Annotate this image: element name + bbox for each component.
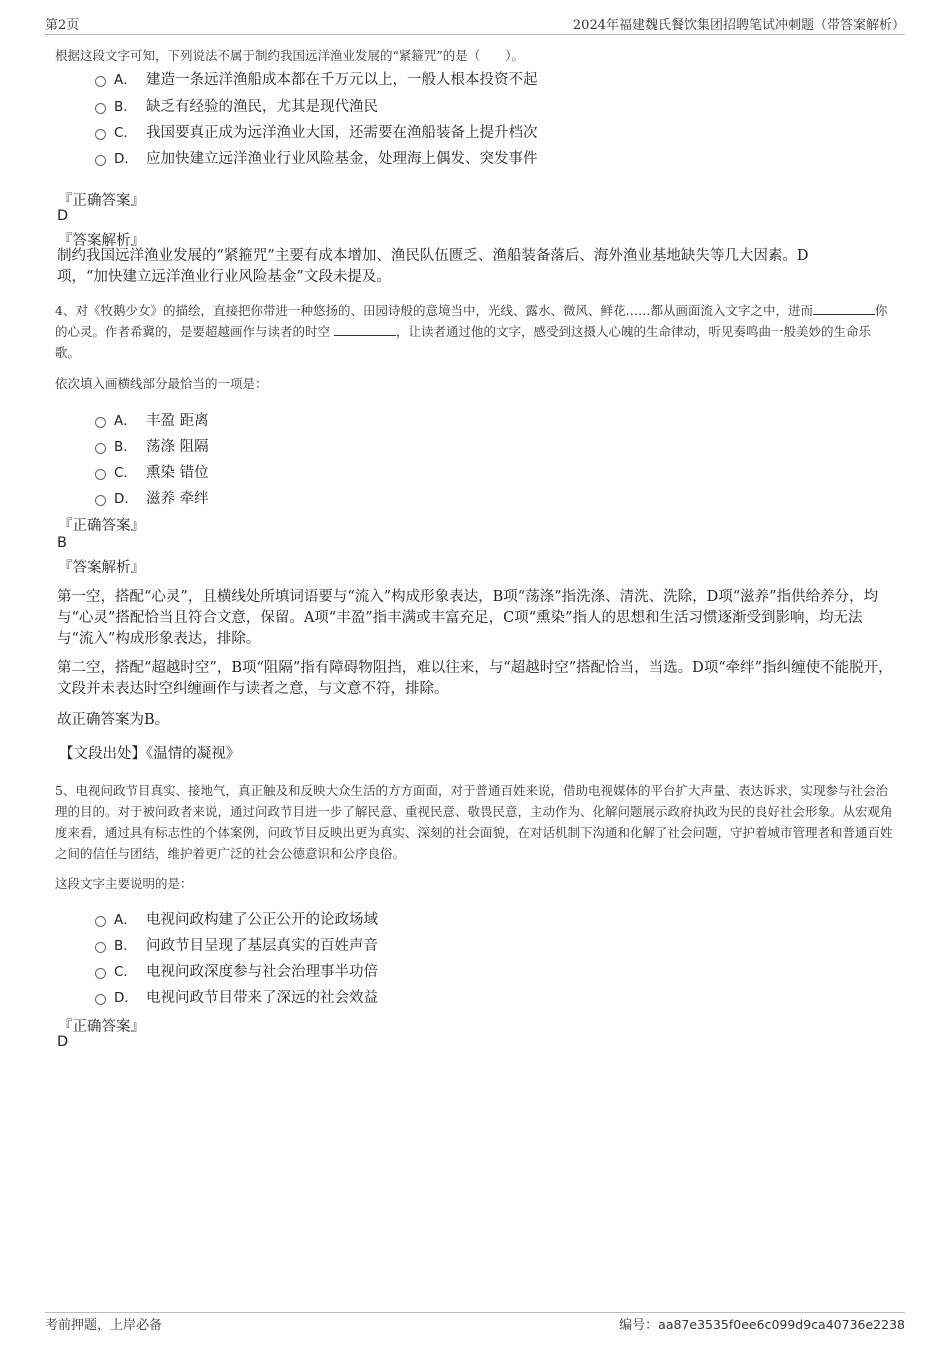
- document-title: 2024年福建魏氏餐饮集团招聘笔试冲刺题（带答案解析）: [572, 18, 905, 33]
- q3-stem: 根据这段文字可知，下列说法不属于制约我国远洋渔业发展的“紧箍咒”的是（ ）。: [55, 48, 525, 63]
- blank-line: [813, 302, 875, 315]
- q5-option-a[interactable]: A． 电视问政构建了公正公开的论政场域: [95, 907, 378, 929]
- blank-line: [334, 323, 396, 336]
- q5-option-c[interactable]: C． 电视问政深度参与社会治理事半功倍: [95, 959, 378, 981]
- page-number: 第2页: [45, 18, 80, 33]
- q5-answer: D: [57, 1034, 69, 1050]
- q4-analysis-paragraph-2: 第二空，搭配“超越时空”，B项“阻隔”指有障碍物阻挡，难以往来，与“超越时空”搭配恰当，当选。D项“牵绊”指纠缠使不能脱开，文段并未表达时空纠缠画作与读者之意，与文意不符，排除。: [57, 660, 893, 697]
- q4-analysis-paragraph-1: 第一空，搭配“心灵”，且横线处所填词语要与“流入”构成形象表达，B项“荡涤”指洗涤、清洗、洗除，D项“滋养”指供给养分，均与“心灵”搭配恰当且符合文意，保留。A项“丰盈”指丰满或丰富充足，C项“熏染”指人的思想和生活习惯逐渐受到影响，均无法与“流入”构成形象表达，排除。: [57, 589, 879, 647]
- footer-code: 编号：aa87e3535f0ee6c099d9ca40736e2238: [619, 1317, 905, 1333]
- radio-icon[interactable]: [95, 994, 106, 1005]
- radio-icon[interactable]: [95, 155, 106, 166]
- q4-option-a[interactable]: A． 丰盈 距离: [95, 408, 209, 430]
- radio-icon[interactable]: [95, 495, 106, 506]
- radio-icon[interactable]: [95, 916, 106, 927]
- page-header: [45, 14, 905, 35]
- q4-option-d[interactable]: D． 滋养 牵绊: [95, 486, 209, 508]
- radio-icon[interactable]: [95, 469, 106, 480]
- q4-analysis-label: 『答案解析』: [58, 560, 145, 576]
- q4-option-c[interactable]: C． 熏染 错位: [95, 460, 209, 482]
- q4-answer: B: [57, 535, 67, 551]
- footer-slogan: 考前押题，上岸必备: [45, 1318, 163, 1333]
- radio-icon[interactable]: [95, 129, 106, 140]
- radio-icon[interactable]: [95, 103, 106, 114]
- q4-prompt: 依次填入画横线部分最恰当的一项是：: [55, 376, 268, 391]
- radio-icon[interactable]: [95, 942, 106, 953]
- q3-option-b[interactable]: B． 缺乏有经验的渔民，尤其是现代渔民: [95, 94, 378, 116]
- q4-stem: 4、对《牧鹅少女》的描绘，直接把你带进一种悠扬的、田园诗般的意境当中，光线、露水、微风、鲜花……都从画面流入文字之中，进而 你的心灵。作者希冀的，是要超越画作与读者的时空 ，让读者通过他的文字，感受到这摄人心魄的生命律动，听见奏鸣曲一般美妙的生命乐歌。: [55, 303, 888, 360]
- q3-analysis: 制约我国远洋渔业发展的“紧箍咒”主要有成本增加、渔民队伍匮乏、渔船装备落后、海外渔业基地缺失等几大因素。D项，“加快建立远洋渔业行业风险基金”文段未提及。: [57, 248, 809, 285]
- q4-option-b[interactable]: B． 荡涤 阻隔: [95, 434, 209, 456]
- q4-answer-label: 『正确答案』: [58, 518, 145, 534]
- q5-answer-label: 『正确答案』: [58, 1019, 145, 1035]
- radio-icon[interactable]: [95, 417, 106, 428]
- radio-icon[interactable]: [95, 968, 106, 979]
- q3-answer-label: 『正确答案』: [58, 193, 145, 209]
- q5-stem: 5、电视问政节目真实、接地气，真正触及和反映大众生活的方方面面，对于普通百姓来说，借助电视媒体的平台扩大声量、表达诉求，实现参与社会治理的目的。对于被问政者来说，通过问政节目进一步了解民意、重视民意、敬畏民意，主动作为、化解问题展示政府执政为民的良好社会形象。从宏观角度来看，通过具有标志性的个体案例，问政节目反映出更为真实、深刻的社会面貌，在对话机制下沟通和化解了社会问题，守护着城市管理者和普通百姓之间的信任与团结，维护着更广泛的社会公德意识和公序良俗。: [55, 783, 893, 861]
- q3-answer: D: [57, 208, 69, 224]
- radio-icon[interactable]: [95, 443, 106, 454]
- footer-divider: [45, 1312, 905, 1313]
- q3-option-c[interactable]: C． 我国要真正成为远洋渔业大国，还需要在渔船装备上提升档次: [95, 120, 538, 142]
- q4-analysis-paragraph-3: 故正确答案为B。: [57, 712, 170, 728]
- q5-option-d[interactable]: D． 电视问政节目带来了深远的社会效益: [95, 985, 378, 1007]
- q4-source: 【文段出处】《温情的凝视》: [59, 746, 241, 762]
- radio-icon[interactable]: [95, 76, 106, 87]
- q3-option-a[interactable]: A． 建造一条远洋渔船成本都在千万元以上，一般人根本投资不起: [95, 67, 538, 89]
- q3-analysis-label: 『答案解析』: [58, 233, 145, 249]
- q3-option-d[interactable]: D． 应加快建立远洋渔业行业风险基金，处理海上偶发、突发事件: [95, 146, 538, 168]
- q5-option-b[interactable]: B． 问政节目呈现了基层真实的百姓声音: [95, 933, 378, 955]
- q5-prompt: 这段文字主要说明的是：: [55, 876, 193, 891]
